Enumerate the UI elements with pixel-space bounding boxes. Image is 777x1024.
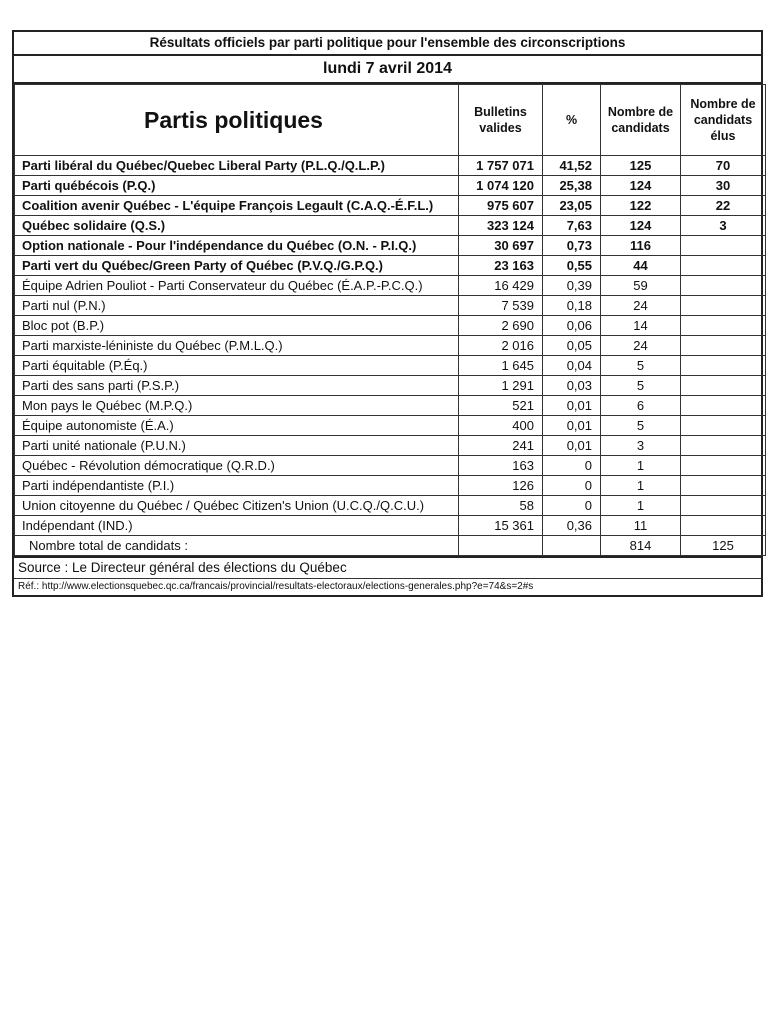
elected-cell	[681, 436, 766, 456]
percent-cell: 0,73	[543, 236, 601, 256]
elected-cell	[681, 516, 766, 536]
candidates-cell: 1	[601, 456, 681, 476]
party-name-cell: Parti libéral du Québec/Quebec Liberal Party (P.L.Q./Q.L.P.)	[15, 156, 459, 176]
table-row	[15, 216, 766, 236]
party-name-cell: Parti équitable (P.Éq.)	[15, 356, 459, 376]
table-row	[15, 176, 766, 196]
table-row	[15, 516, 766, 536]
candidates-cell: 116	[601, 236, 681, 256]
total-row	[15, 536, 766, 556]
elected-cell: 30	[681, 176, 766, 196]
results-table	[14, 84, 766, 556]
elected-cell: 3	[681, 216, 766, 236]
table-row	[15, 476, 766, 496]
table-row	[15, 276, 766, 296]
candidates-cell: 5	[601, 416, 681, 436]
election-date: lundi 7 avril 2014	[14, 56, 761, 84]
party-name-cell: Équipe Adrien Pouliot - Parti Conservateur du Québec (É.A.P.-P.C.Q.)	[15, 276, 459, 296]
candidates-cell: 3	[601, 436, 681, 456]
party-name-cell: Parti des sans parti (P.S.P.)	[15, 376, 459, 396]
elected-cell	[681, 256, 766, 276]
percent-cell: 0,01	[543, 436, 601, 456]
party-name-cell: Québec - Révolution démocratique (Q.R.D.)	[15, 456, 459, 476]
elected-cell	[681, 416, 766, 436]
table-row	[15, 196, 766, 216]
elected-cell	[681, 236, 766, 256]
header-elected: Nombre de candidats élus	[681, 85, 766, 156]
party-name-cell: Parti unité nationale (P.U.N.)	[15, 436, 459, 456]
percent-cell: 0,01	[543, 396, 601, 416]
percent-cell: 0,06	[543, 316, 601, 336]
party-name-cell: Mon pays le Québec (M.P.Q.)	[15, 396, 459, 416]
candidates-cell: 6	[601, 396, 681, 416]
percent-cell: 0,05	[543, 336, 601, 356]
header-candidates: Nombre de candidats	[601, 85, 681, 156]
percent-cell: 0,18	[543, 296, 601, 316]
elected-cell	[681, 496, 766, 516]
ballots-cell: 16 429	[459, 276, 543, 296]
ballots-cell: 2 016	[459, 336, 543, 356]
total-ballots-empty	[459, 536, 543, 556]
table-row	[15, 236, 766, 256]
party-name-cell: Union citoyenne du Québec / Québec Citizen's Union (U.C.Q./Q.C.U.)	[15, 496, 459, 516]
table-row	[15, 436, 766, 456]
elected-cell	[681, 456, 766, 476]
table-row	[15, 356, 766, 376]
elected-cell	[681, 276, 766, 296]
table-row	[15, 496, 766, 516]
table-row	[15, 156, 766, 176]
percent-cell: 23,05	[543, 196, 601, 216]
elected-cell	[681, 356, 766, 376]
ballots-cell: 400	[459, 416, 543, 436]
ballots-cell: 7 539	[459, 296, 543, 316]
ballots-cell: 521	[459, 396, 543, 416]
percent-cell: 0,01	[543, 416, 601, 436]
ballots-cell: 15 361	[459, 516, 543, 536]
candidates-cell: 5	[601, 376, 681, 396]
ballots-cell: 1 074 120	[459, 176, 543, 196]
document-title: Résultats officiels par parti politique pour l'ensemble des circonscriptions	[14, 32, 761, 56]
total-label: Nombre total de candidats :	[15, 536, 459, 556]
table-row	[15, 396, 766, 416]
percent-cell: 0,36	[543, 516, 601, 536]
percent-cell: 0	[543, 456, 601, 476]
table-row	[15, 376, 766, 396]
elected-cell: 70	[681, 156, 766, 176]
party-name-cell: Québec solidaire (Q.S.)	[15, 216, 459, 236]
percent-cell: 41,52	[543, 156, 601, 176]
candidates-cell: 59	[601, 276, 681, 296]
candidates-cell: 122	[601, 196, 681, 216]
ballots-cell: 30 697	[459, 236, 543, 256]
table-row	[15, 296, 766, 316]
total-percent-empty	[543, 536, 601, 556]
table-row	[15, 456, 766, 476]
candidates-cell: 1	[601, 496, 681, 516]
percent-cell: 0	[543, 496, 601, 516]
candidates-cell: 44	[601, 256, 681, 276]
ballots-cell: 2 690	[459, 316, 543, 336]
ballots-cell: 1 645	[459, 356, 543, 376]
reference-url: Réf.: http://www.electionsquebec.qc.ca/francais/provincial/resultats-electoraux/elections-generales.php?e=74&s=2#s	[14, 578, 761, 595]
header-percent: %	[543, 85, 601, 156]
ballots-cell: 126	[459, 476, 543, 496]
table-header-row	[15, 85, 766, 156]
percent-cell: 7,63	[543, 216, 601, 236]
ballots-cell: 323 124	[459, 216, 543, 236]
ballots-cell: 163	[459, 456, 543, 476]
party-name-cell: Bloc pot (B.P.)	[15, 316, 459, 336]
total-elected: 125	[681, 536, 766, 556]
percent-cell: 0,03	[543, 376, 601, 396]
table-row	[15, 256, 766, 276]
ballots-cell: 58	[459, 496, 543, 516]
ballots-cell: 1 291	[459, 376, 543, 396]
ballots-cell: 1 757 071	[459, 156, 543, 176]
ballots-cell: 975 607	[459, 196, 543, 216]
party-name-cell: Coalition avenir Québec - L'équipe François Legault (C.A.Q.-É.F.L.)	[15, 196, 459, 216]
table-row	[15, 336, 766, 356]
candidates-cell: 124	[601, 176, 681, 196]
elected-cell	[681, 396, 766, 416]
source-note: Source : Le Directeur général des élections du Québec	[14, 556, 761, 578]
candidates-cell: 1	[601, 476, 681, 496]
elected-cell	[681, 336, 766, 356]
percent-cell: 0	[543, 476, 601, 496]
party-name-cell: Indépendant (IND.)	[15, 516, 459, 536]
candidates-cell: 11	[601, 516, 681, 536]
ballots-cell: 23 163	[459, 256, 543, 276]
party-name-cell: Équipe autonomiste (É.A.)	[15, 416, 459, 436]
percent-cell: 0,04	[543, 356, 601, 376]
party-name-cell: Parti nul (P.N.)	[15, 296, 459, 316]
results-document	[12, 30, 763, 597]
percent-cell: 0,55	[543, 256, 601, 276]
elected-cell: 22	[681, 196, 766, 216]
party-name-cell: Parti marxiste-léniniste du Québec (P.M.L.Q.)	[15, 336, 459, 356]
candidates-cell: 24	[601, 296, 681, 316]
party-name-cell: Option nationale - Pour l'indépendance du Québec (O.N. - P.I.Q.)	[15, 236, 459, 256]
candidates-cell: 124	[601, 216, 681, 236]
candidates-cell: 14	[601, 316, 681, 336]
results-body	[15, 156, 766, 536]
elected-cell	[681, 316, 766, 336]
elected-cell	[681, 476, 766, 496]
total-candidates: 814	[601, 536, 681, 556]
percent-cell: 0,39	[543, 276, 601, 296]
table-row	[15, 416, 766, 436]
percent-cell: 25,38	[543, 176, 601, 196]
header-party: Partis politiques	[15, 85, 459, 156]
elected-cell	[681, 376, 766, 396]
elected-cell	[681, 296, 766, 316]
party-name-cell: Parti vert du Québec/Green Party of Québec (P.V.Q./G.P.Q.)	[15, 256, 459, 276]
ballots-cell: 241	[459, 436, 543, 456]
candidates-cell: 5	[601, 356, 681, 376]
header-ballots: Bulletins valides	[459, 85, 543, 156]
candidates-cell: 125	[601, 156, 681, 176]
party-name-cell: Parti québécois (P.Q.)	[15, 176, 459, 196]
table-row	[15, 316, 766, 336]
party-name-cell: Parti indépendantiste (P.I.)	[15, 476, 459, 496]
candidates-cell: 24	[601, 336, 681, 356]
